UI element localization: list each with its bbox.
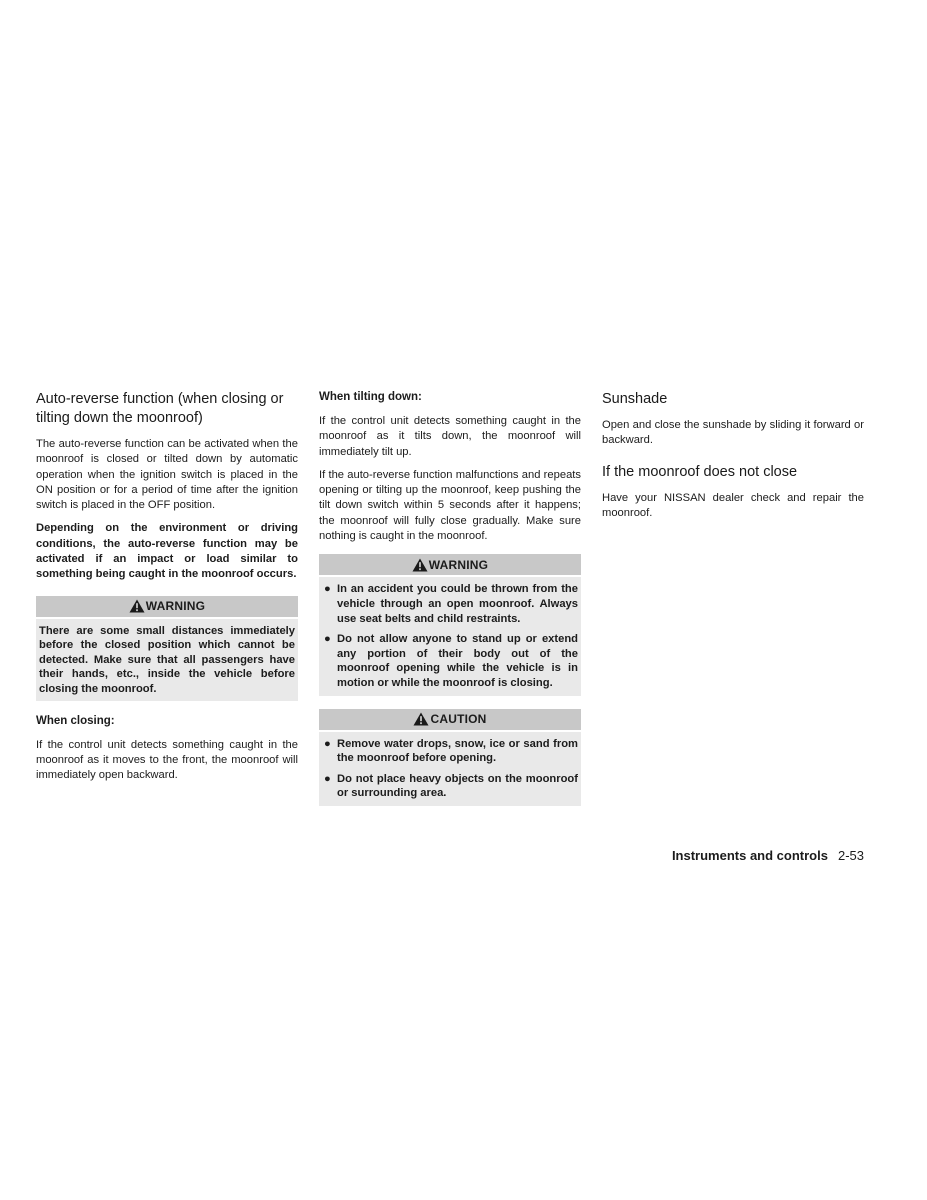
warning-triangle-icon	[412, 558, 428, 572]
footer-section-title: Instruments and controls	[671, 848, 828, 863]
caution-header	[319, 709, 581, 730]
caution-body	[319, 732, 581, 806]
warning-triangle-icon	[129, 599, 145, 613]
bullet-icon: ●	[324, 633, 331, 646]
caution-triangle-icon	[413, 712, 429, 726]
warning-header	[319, 554, 581, 575]
when-tilting-heading: When tilting down:	[319, 391, 422, 403]
caution-item: ● Remove water drops, snow, ice or sand from the moonroof before opening.	[324, 737, 578, 765]
caution-box	[319, 709, 581, 806]
warning-title: WARNING	[145, 599, 206, 614]
warning-box-moonroof	[319, 554, 581, 695]
caution-title: CAUTION	[430, 712, 487, 727]
warning-item: ● In an accident you could be thrown from the vehicle through an open moonroof. Always use seat belts and child restraints.	[324, 583, 578, 625]
warning-text: There are some small distances immediately before the closed position which cannot be detected. Make sure that all passengers have their hands, etc., inside the vehicle before closing the moonroof.	[39, 624, 295, 696]
sunshade-heading: Sunshade	[602, 391, 668, 407]
warning-box-closed-position	[36, 596, 298, 701]
auto-reverse-paragraph: The auto-reverse function can be activated when the moonroof is closed or tilted down by automatic operation when the ignition switch is placed in the ON position or for a period of time after the ignition switch is placed in the OFF position.	[36, 438, 298, 512]
warning-header	[36, 596, 298, 617]
bullet-icon: ●	[324, 737, 331, 750]
column-middle	[319, 390, 581, 819]
when-tilting-text: If the control unit detects something caught in the moonroof as it tilts down, the moonroof will immediately tilt up.	[319, 415, 581, 458]
page-footer	[672, 848, 864, 863]
warning-body	[319, 577, 581, 695]
column-left	[36, 390, 298, 792]
bullet-icon: ●	[324, 583, 331, 596]
not-close-heading: If the moonroof does not close	[602, 463, 798, 480]
bullet-icon: ●	[324, 772, 331, 785]
column-right	[602, 390, 864, 529]
warning-title: WARNING	[428, 557, 489, 572]
malfunction-text: If the auto-reverse function malfunctions and repeats opening or tilting up the moonroof, keep pushing the tilt down switch within 5 seconds after it happens; the moonroof will fully close gradually. Make sure nothing is caught in the moonroof.	[319, 468, 581, 543]
caution-item: ● Do not place heavy objects on the moonroof or surrounding area.	[324, 772, 578, 800]
auto-reverse-heading: Auto-reverse function (when closing or tilting down the moonroof)	[36, 391, 284, 426]
auto-reverse-bold-paragraph: Depending on the environment or driving conditions, the auto-reverse function may be activated if an impact or load similar to something being caught in the moonroof occurs.	[36, 522, 298, 581]
warning-body	[36, 619, 298, 701]
not-close-text: Have your NISSAN dealer check and repair the moonroof.	[602, 491, 864, 519]
when-closing-text: If the control unit detects something caught in the moonroof as it moves to the front, the moonroof will immediately open backward.	[36, 738, 298, 782]
sunshade-text: Open and close the sunshade by sliding it forward or backward.	[602, 419, 864, 447]
when-closing-heading: When closing:	[36, 714, 115, 727]
page-number: 2-53	[837, 848, 864, 863]
warning-item: ● Do not allow anyone to stand up or extend any portion of their body out of the moonroof opening while the vehicle is in motion or while the moonroof is closing.	[324, 633, 578, 689]
